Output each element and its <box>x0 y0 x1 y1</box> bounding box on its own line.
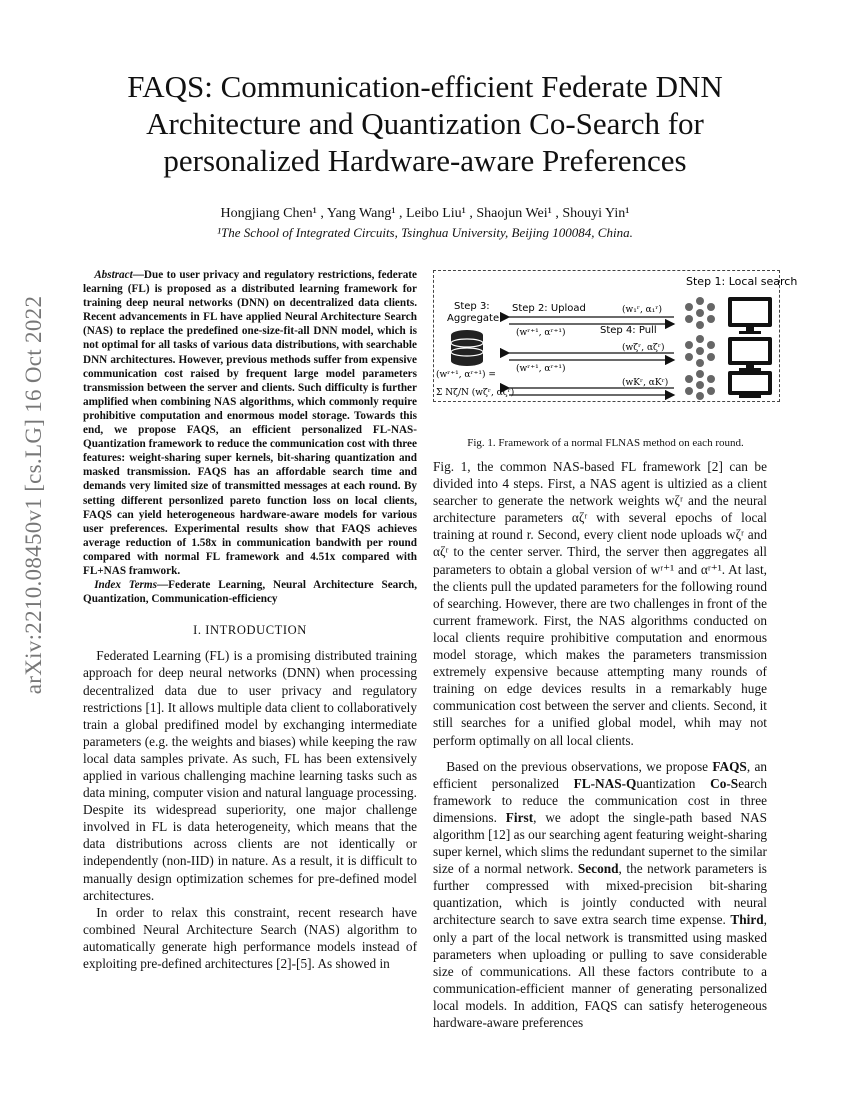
affiliation: ¹The School of Integrated Circuits, Tsinghua University, Beijing 100084, China. <box>217 225 633 240</box>
monitor-icon <box>728 297 772 334</box>
step3-label-a: Step 3: <box>454 301 490 312</box>
text-run: earch framework to reduce the communication cost in three dimensions. <box>433 775 767 825</box>
figure-1 <box>433 270 798 402</box>
faqs-name: FAQS <box>712 758 747 774</box>
abstract-text: —Due to user privacy and regulatory restrictions, federate learning (FL) is proposed as a distributed learning framework for training deep neural networks (DNN) on decentralized data clients. Recent advancements in FL have applied Neural Architecture Search (NAS) to replace the predefined one-size-fit-all DNN model, which is not optimal for all tasks of various data distributions, with searchable DNN architectures. However, previous methods suffer from expensive communication cost raised by frequent large model parameters transmission between the server and clients. Such difficulty is further amplified when combining NAS algorithms, which commonly require prohibitive computation and enormous model storage. Towards this end, we propose FAQS, an efficient personalized FL-NAS-Quantization framework to reduce the communication cost with three features: weight-sharing super kernels, bit-sharing quantization and masked transmission. FAQS has an affordable search time and demands very limited size of transmitted messages at each round. By setting different personlized pareto function loss on local clients, FAQS can yield heterogeneous hardware-aware models for various user preferences. Experimental results show that FAQS achieves average reduction of 1.58x in communication bandwith per round compared with normal FL framework and 4.51x compared with FL+NAS framwork. <box>83 269 417 577</box>
text-run: Based on the previous observations, we propose <box>446 758 713 774</box>
index-terms-text: —Federate Learning, Neural Architecture Search, Quantization, Communication-efficiency <box>83 579 417 606</box>
neural-net-icon <box>685 370 715 400</box>
emphasis-second: Second <box>577 861 619 877</box>
intro-paragraph-1: Federated Learning (FL) is a promising distributed training approach for deep neural networks (DNN) when processing decentralized data due to user privacy and regulatory restrictions [1]. It allows multiple data client to collaboratively train a global predifined model by exchanging intermediate parameters (e.g. the weights and biases) while keeping the raw local data samples private. As such, FL has been extensively applied in various challenging machine learning tasks such as data mining, computer vision and natural language processing. Despite its widespread superiority, one major challenge involved in FL is data heterogeneity, which means that the data distributions across clients are not identically or independently (non-IID) in nature. As a result, it is difficult to manually design optimization schemes for pre-defined model architectures. <box>83 648 417 903</box>
arxiv-id: arXiv:2210.08450v1 [cs.LG] 16 Oct 2022 <box>21 295 46 695</box>
monitor-icon <box>728 337 772 371</box>
left-column <box>83 268 417 972</box>
aggregate-formula: (wʳ⁺¹, αʳ⁺¹) = <box>436 370 496 380</box>
upload-label-2: (wζʳ, αζʳ) <box>622 343 665 353</box>
right-paragraph-1: Fig. 1, the common NAS-based FL framework [2] can be divided into 4 steps. First, a NAS agent is ultizied as a client searcher to generate the network weights wζʳ and the neural architecture parameters αζʳ with several epochs of local training at round r. Second, every client node uploads wζʳ and αζʳ to the center server. Third, the server then aggregates all parameters to obtain a global version of wʳ⁺¹ and αʳ⁺¹. At last, the clients pull the updated parameters for the following round of searching. However, there are two challenges in front of the current framework. First, the NAS algorithms conducted on local clients require prohibitive computation and enormous model storage, which makes the parameters transmission extremely expensive because attempting many rounds of training on edge devices results in a remarkably huge communication cost between the server and clients. Second, it still searches for a unified global model, whih may not perform optimally on all local clients. <box>433 459 767 748</box>
text-run: , only a part of the local network is transmitted using masked parameters when uploading or pulling to save considerable size of communications. All these factors contribute to a communication-efficient manner of generating personalized local models. In addition, FAQS can satisfy heterogeneous hardware-aware preferences <box>433 912 767 1030</box>
neural-net-icon <box>685 297 715 329</box>
author-list: Hongjiang Chen¹ , Yang Wang¹ , Leibo Liu¹ , Shaojun Wei¹ , Shouyi Yin¹ <box>220 206 630 221</box>
monitor-icon <box>728 371 772 398</box>
abstract <box>83 268 417 578</box>
intro-paragraph-2: In order to relax this constraint, recent research have combined Neural Architecture Search (NAS) algorithm to automatically generate high performance models instead of exploiting pre-defined architectures [2]-[5]. As showed in <box>83 904 417 972</box>
acronym-run: FL-NAS-Q <box>573 775 637 791</box>
step3-label-b: Aggregate <box>447 313 500 324</box>
right-paragraph-2 <box>433 758 767 1032</box>
figure-caption: Fig. 1. Framework of a normal FLNAS method on each round. <box>467 437 744 449</box>
paper-title: FAQS: Communication-efficient Federate DNN Architecture and Quantization Co-Search for personalized Hardware-aware Preferences <box>127 69 723 178</box>
abstract-label: Abstract <box>94 269 133 281</box>
text-run: uantization <box>636 775 711 791</box>
arxiv-watermark <box>14 295 54 695</box>
upload-label-1: (w₁ʳ, α₁ʳ) <box>622 305 662 315</box>
acronym-run: Co-S <box>710 775 739 791</box>
text-run: , we adopt the single-path based NAS algorithm [12] as our searching agent featuring weight-sharing super kernel, which slims the redundant supernet to the similar size of a normal network. <box>433 809 767 877</box>
section-heading-introduction: I. INTRODUCTION <box>193 623 307 638</box>
index-terms-label: Index Terms <box>94 579 157 592</box>
sum-formula: Σ Nζ/N (wζʳ, αζʳ) <box>436 388 515 398</box>
framework-diagram <box>434 271 798 401</box>
step1-label: Step 1: Local search <box>686 275 798 288</box>
neural-net-icon <box>685 335 715 367</box>
right-column <box>433 458 767 1031</box>
index-terms <box>83 578 417 606</box>
step4-label: Step 4: Pull <box>600 325 657 336</box>
pull-label-2: (wʳ⁺¹, αʳ⁺¹) <box>516 364 566 374</box>
text-run: , the network parameters is further compressed with mixed-precision bit-sharing quantization, which is jointly conducted with neural architecture search to save extra search time expense. <box>433 861 767 928</box>
pull-label-1: (wʳ⁺¹, αʳ⁺¹) <box>516 328 566 338</box>
emphasis-third: Third <box>730 912 764 928</box>
text-run: , an efficient personalized <box>433 758 767 791</box>
emphasis-first: First <box>505 809 534 825</box>
upload-label-3: (wKʳ, αKʳ) <box>622 378 669 388</box>
database-icon <box>451 330 483 366</box>
step2-label: Step 2: Upload <box>512 303 586 314</box>
